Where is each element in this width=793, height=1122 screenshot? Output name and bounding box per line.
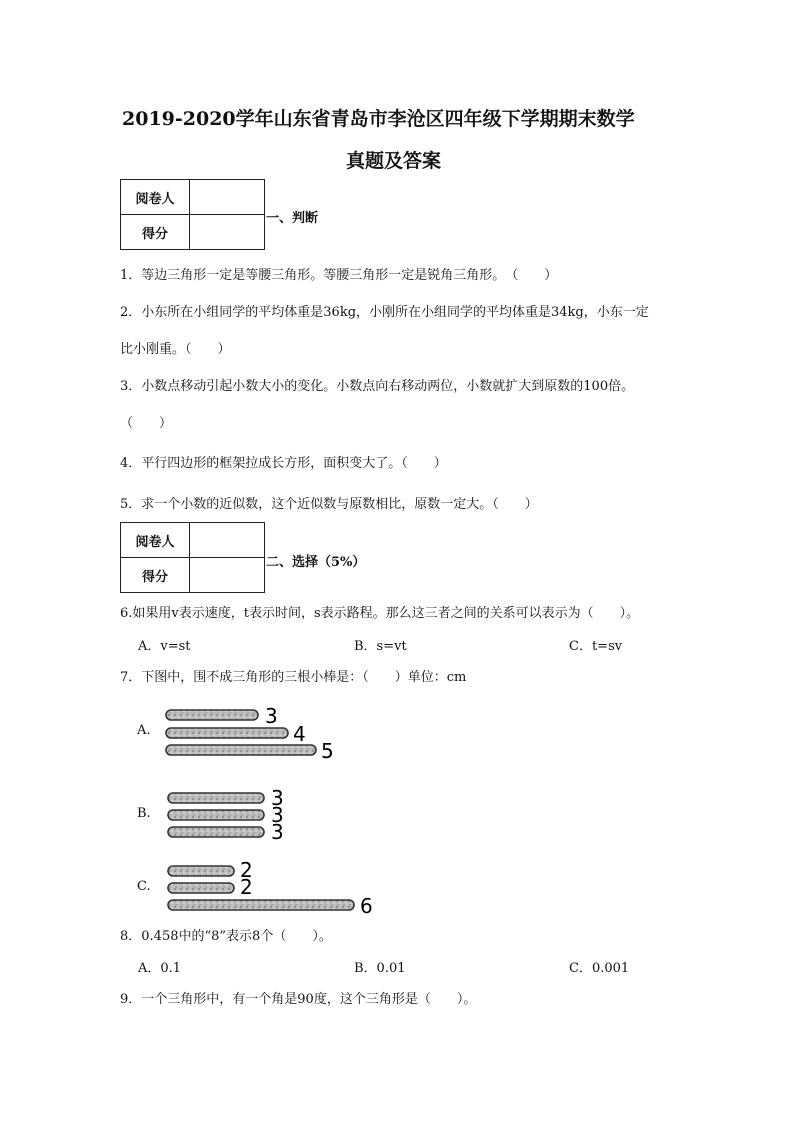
stick-c-2-length: 2 — [240, 875, 253, 899]
question-7: 7．下图中，围不成三角形的三根小棒是：（ ）单位：cm — [120, 670, 467, 685]
stick-a-2 — [166, 728, 288, 738]
stick-b-2 — [168, 810, 264, 820]
question-8-option-c: C．0.001 — [569, 961, 630, 976]
doc-title-line1: 2019-2020学年山东省青岛市李沧区四年级下学期期末数学 — [122, 108, 635, 130]
section1-heading: 一、判断 — [266, 211, 319, 226]
doc-title-line2: 真题及答案 — [346, 150, 442, 172]
question-7-option-c-label: C. — [137, 879, 151, 894]
stick-b-3-length: 3 — [271, 820, 284, 844]
question-8: 8．0.458中的“8”表示8个（ ）。 — [120, 929, 332, 944]
question-6-option-b: B．s=vt — [354, 639, 407, 654]
stick-b-2-length: 3 — [271, 803, 284, 827]
stick-b-1-length: 3 — [271, 786, 284, 810]
question-7-option-b-label: B. — [137, 806, 151, 821]
question-7-option-a-label: A. — [137, 723, 151, 738]
question-5: 5．求一个小数的近似数，这个近似数与原数相比，原数一定大。（ ） — [120, 497, 538, 512]
question-6-option-c: C．t=sv — [569, 639, 623, 654]
question-3-line2: （ ） — [120, 416, 173, 431]
stick-c-1-length: 2 — [240, 858, 253, 882]
stick-a-3-length: 5 — [321, 739, 334, 763]
option-b-sticks — [168, 786, 284, 844]
stick-c-3 — [168, 900, 354, 910]
stick-c-1 — [168, 866, 234, 876]
stick-a-1 — [166, 710, 258, 720]
stick-a-2-length: 4 — [293, 722, 306, 746]
question-8-option-b: B．0.01 — [354, 961, 406, 976]
score-label: 得分 — [121, 558, 190, 593]
stick-b-1 — [168, 793, 264, 803]
question-9: 9．一个三角形中，有一个角是90度，这个三角形是（ ）。 — [120, 992, 477, 1007]
stick-b-3 — [168, 827, 264, 837]
reviewer-label: 阅卷人 — [121, 523, 190, 558]
reviewer-label: 阅卷人 — [121, 180, 190, 215]
question-2-line2: 比小刚重。（ ） — [120, 342, 231, 357]
score-label: 得分 — [121, 215, 190, 250]
question-8-option-a: A．0.1 — [138, 961, 182, 976]
question-6: 6.如果用v表示速度，t表示时间，s表示路程。那么这三者之间的关系可以表示为（ ）。 — [120, 606, 640, 621]
stick-c-2 — [168, 883, 234, 893]
question-6-option-a: A．v=st — [138, 639, 191, 654]
question-3-line1: 3．小数点移动引起小数大小的变化。小数点向右移动两位，小数就扩大到原数的100倍。 — [120, 379, 635, 394]
question-4: 4．平行四边形的框架拉成长方形，面积变大了。（ ） — [120, 456, 447, 471]
stick-a-1-length: 3 — [265, 704, 278, 728]
stick-a-3 — [166, 745, 316, 755]
question-1: 1．等边三角形一定是等腰三角形。等腰三角形一定是锐角三角形。 （ ） — [120, 268, 558, 283]
option-c-sticks — [168, 858, 373, 918]
stick-c-3-length: 6 — [360, 894, 373, 918]
section2-heading: 二、选择（5%） — [266, 555, 366, 570]
question-2-line1: 2．小东所在小组同学的平均体重是36kg，小刚所在小组同学的平均体重是34kg，小东一定 — [120, 305, 649, 320]
option-a-sticks — [166, 704, 334, 763]
